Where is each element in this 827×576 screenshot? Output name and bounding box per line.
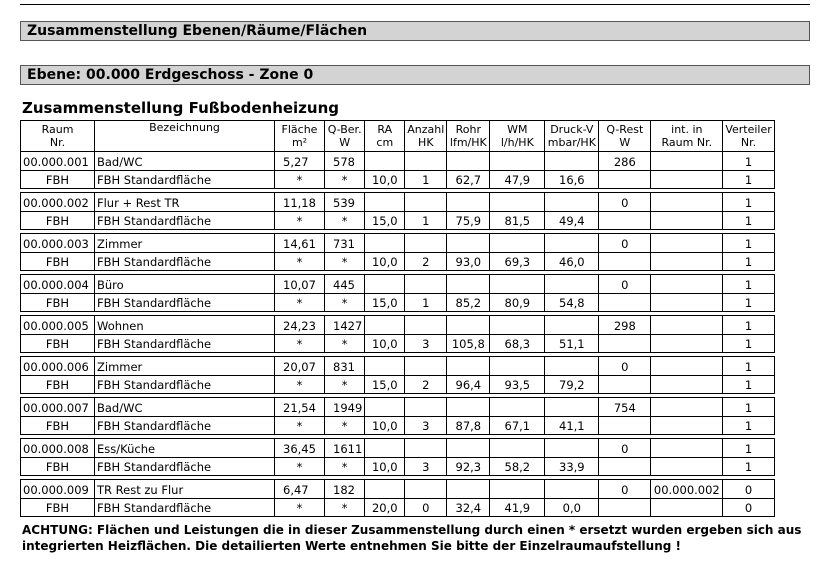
table-cell — [405, 234, 447, 253]
table-cell: Ess/Küche — [95, 439, 275, 458]
table-cell: Flur + Rest TR — [95, 193, 275, 212]
table-cell: 16,6 — [545, 170, 599, 189]
column-header-unit: m² — [291, 136, 308, 149]
table-cell — [599, 375, 651, 394]
table-cell — [447, 316, 490, 335]
column-header-unit: Nr. — [49, 136, 66, 149]
room-row — [21, 193, 775, 212]
table-cell — [365, 316, 405, 335]
table-cell: 00.000.006 — [21, 357, 95, 376]
table-cell — [651, 316, 723, 335]
table-cell — [545, 357, 599, 376]
table-cell: 00.000.008 — [21, 439, 95, 458]
table-cell — [651, 439, 723, 458]
table-cell: 41,1 — [545, 416, 599, 435]
fbh-row — [21, 170, 775, 189]
table-cell: 81,5 — [490, 211, 545, 230]
column-header-label: Raum — [41, 123, 74, 136]
column-header-label: Druck-V — [550, 123, 594, 136]
table-cell: * — [275, 293, 325, 312]
table-cell — [651, 498, 723, 517]
table-cell: 298 — [599, 316, 651, 335]
table-cell — [545, 439, 599, 458]
column-header-unit: Nr. — [740, 136, 757, 149]
table-cell: 1 — [405, 293, 447, 312]
column-header-unit: W — [339, 136, 351, 149]
fbh-row — [21, 375, 775, 394]
table-cell: FBH Standardfläche — [95, 293, 275, 312]
table-cell — [599, 170, 651, 189]
table-cell — [545, 480, 599, 499]
table-cell: 1 — [723, 275, 774, 294]
table-cell: 0 — [599, 234, 651, 253]
table-cell: * — [275, 498, 325, 517]
table-cell: 1427 — [325, 316, 365, 335]
column-header-label: Anzahl — [407, 123, 445, 136]
table-cell — [490, 439, 545, 458]
table-cell: * — [275, 334, 325, 353]
column-header-unit: l/h/HK — [500, 136, 534, 149]
column-header — [651, 121, 723, 152]
table-cell — [365, 357, 405, 376]
table-cell: Wohnen — [95, 316, 275, 335]
table-cell: 1 — [405, 170, 447, 189]
table-cell: * — [275, 457, 325, 476]
table-cell — [651, 357, 723, 376]
table-cell: 539 — [325, 193, 365, 212]
table-cell — [545, 316, 599, 335]
table-cell: 1611 — [325, 439, 365, 458]
column-header-label: Q-Rest — [606, 123, 644, 136]
room-row — [21, 439, 775, 458]
fbh-row — [21, 252, 775, 271]
table-cell — [651, 152, 723, 171]
column-header-label: Rohr — [455, 123, 482, 136]
table-cell: 14,61 — [275, 234, 325, 253]
table-cell — [599, 293, 651, 312]
table-cell: * — [325, 498, 365, 517]
table-cell: 41,9 — [490, 498, 545, 517]
table-cell: Bad/WC — [95, 152, 275, 171]
table-cell: 80,9 — [490, 293, 545, 312]
header-row — [21, 121, 775, 152]
table-cell: 00.000.009 — [21, 480, 95, 499]
table-cell — [405, 398, 447, 417]
table-cell: FBH Standardfläche — [95, 211, 275, 230]
table-cell: 10,0 — [365, 334, 405, 353]
table-cell: 49,4 — [545, 211, 599, 230]
table-cell — [545, 193, 599, 212]
table-cell: 15,0 — [365, 293, 405, 312]
table-cell: 105,8 — [447, 334, 490, 353]
table-cell — [490, 480, 545, 499]
table-cell: 10,0 — [365, 416, 405, 435]
table-cell: 0 — [723, 480, 774, 499]
table-cell: 3 — [405, 457, 447, 476]
table-cell: 1 — [723, 398, 774, 417]
table-cell: FBH — [21, 293, 95, 312]
column-header — [545, 121, 599, 152]
fbh-row — [21, 457, 775, 476]
column-header-unit: mbar/HK — [547, 136, 596, 149]
table-cell: * — [325, 211, 365, 230]
table-cell — [365, 398, 405, 417]
table-cell — [490, 152, 545, 171]
table-cell: FBH — [21, 211, 95, 230]
table-cell: 15,0 — [365, 211, 405, 230]
table-cell — [545, 398, 599, 417]
table-cell: 85,2 — [447, 293, 490, 312]
table-cell: 0 — [405, 498, 447, 517]
table-cell: 62,7 — [447, 170, 490, 189]
floor-heating-table — [20, 120, 775, 517]
column-header-label: WM — [507, 123, 528, 136]
table-cell: * — [325, 252, 365, 271]
table-cell: 1 — [723, 316, 774, 335]
column-header — [365, 121, 405, 152]
table-cell: FBH — [21, 416, 95, 435]
column-header-unit: W — [619, 136, 631, 149]
table-cell: Zimmer — [95, 234, 275, 253]
table-cell: 11,18 — [275, 193, 325, 212]
table-cell: FBH Standardfläche — [95, 375, 275, 394]
table-cell: 182 — [325, 480, 365, 499]
column-header-label: int. in — [671, 123, 703, 136]
table-cell — [490, 398, 545, 417]
column-header-label: Q-Ber. — [327, 123, 362, 136]
table-cell: * — [275, 375, 325, 394]
table-cell: 1 — [723, 170, 774, 189]
table-cell — [365, 234, 405, 253]
table-cell — [490, 316, 545, 335]
level-title: Ebene: 00.000 Erdgeschoss - Zone 0 — [20, 65, 810, 85]
table-cell — [651, 375, 723, 394]
table-cell: 00.000.002 — [21, 193, 95, 212]
table-cell: 69,3 — [490, 252, 545, 271]
column-header-label: RA — [377, 123, 393, 136]
table-cell: FBH — [21, 457, 95, 476]
table-cell — [447, 275, 490, 294]
table-cell: FBH Standardfläche — [95, 498, 275, 517]
table-cell — [405, 152, 447, 171]
table-cell: 47,9 — [490, 170, 545, 189]
warning-line-2: integrierten Heizflächen. Die detailierten Werte entnehmen Sie bitte der Einzelraumaufstellung ! — [22, 539, 681, 553]
table-cell: FBH Standardfläche — [95, 334, 275, 353]
table-cell: 0,0 — [545, 498, 599, 517]
table-cell — [651, 252, 723, 271]
table-cell: FBH — [21, 334, 95, 353]
table-cell: 93,5 — [490, 375, 545, 394]
room-row — [21, 234, 775, 253]
table-cell: 731 — [325, 234, 365, 253]
table-cell — [405, 480, 447, 499]
table-cell: 00.000.001 — [21, 152, 95, 171]
table-cell: 2 — [405, 252, 447, 271]
table-cell — [405, 439, 447, 458]
table-cell: * — [275, 252, 325, 271]
table-cell — [405, 193, 447, 212]
table-cell — [405, 357, 447, 376]
table-cell — [599, 252, 651, 271]
table-cell: 1 — [723, 375, 774, 394]
table-cell: 1 — [723, 193, 774, 212]
table-cell: 1 — [723, 416, 774, 435]
table-cell: Bad/WC — [95, 398, 275, 417]
table-cell: 46,0 — [545, 252, 599, 271]
table-cell: 58,2 — [490, 457, 545, 476]
table-cell: * — [275, 211, 325, 230]
table-cell: * — [275, 170, 325, 189]
table-cell — [651, 193, 723, 212]
table-cell: FBH Standardfläche — [95, 416, 275, 435]
table-cell: 3 — [405, 334, 447, 353]
column-header — [447, 121, 490, 152]
table-cell — [447, 152, 490, 171]
table-cell: FBH Standardfläche — [95, 457, 275, 476]
table-cell: 445 — [325, 275, 365, 294]
table-cell — [365, 275, 405, 294]
table-cell: 51,1 — [545, 334, 599, 353]
table-cell — [447, 398, 490, 417]
table-cell — [545, 275, 599, 294]
table-cell: 2 — [405, 375, 447, 394]
table-cell: 1 — [723, 357, 774, 376]
table-cell: 00.000.004 — [21, 275, 95, 294]
table-cell: * — [325, 416, 365, 435]
column-header — [21, 121, 95, 152]
warning-line-1: ACHTUNG: Flächen und Leistungen die in dieser Zusammenstellung durch einen * ersetzt wurden ergeben sich aus — [22, 523, 802, 537]
top-rule — [20, 4, 810, 5]
table-cell — [599, 457, 651, 476]
table-cell: 0 — [723, 498, 774, 517]
table-cell: * — [325, 293, 365, 312]
table-cell — [490, 275, 545, 294]
table-cell — [599, 498, 651, 517]
table-cell: 00.000.005 — [21, 316, 95, 335]
table-cell — [651, 398, 723, 417]
table-cell: Zimmer — [95, 357, 275, 376]
table-cell — [365, 152, 405, 171]
room-row — [21, 152, 775, 171]
report-title: Zusammenstellung Ebenen/Räume/Flächen — [20, 21, 810, 41]
table-cell: 0 — [599, 357, 651, 376]
table-cell: 10,0 — [365, 457, 405, 476]
column-header-unit: lfm/HK — [449, 136, 487, 149]
table-cell: 67,1 — [490, 416, 545, 435]
section-title: Zusammenstellung Fußbodenheizung — [22, 99, 340, 117]
column-header-unit: HK — [418, 136, 434, 149]
table-cell — [545, 152, 599, 171]
column-header-label: Bezeichnung — [149, 121, 220, 134]
table-cell: 36,45 — [275, 439, 325, 458]
table-cell: 79,2 — [545, 375, 599, 394]
room-row — [21, 398, 775, 417]
table-cell: * — [325, 334, 365, 353]
table-cell: 1 — [723, 252, 774, 271]
table-cell — [599, 334, 651, 353]
table-cell: 0 — [599, 480, 651, 499]
room-row — [21, 480, 775, 499]
table-cell: 1 — [723, 152, 774, 171]
table-cell: 3 — [405, 416, 447, 435]
table-cell — [447, 480, 490, 499]
table-cell — [490, 234, 545, 253]
table-cell: 33,9 — [545, 457, 599, 476]
room-row — [21, 316, 775, 335]
table-cell: 1 — [723, 211, 774, 230]
table-cell: 1 — [723, 234, 774, 253]
table-header — [21, 121, 775, 152]
table-cell — [365, 193, 405, 212]
table-cell — [405, 275, 447, 294]
fbh-row — [21, 498, 775, 517]
table-cell: 68,3 — [490, 334, 545, 353]
table-cell: 92,3 — [447, 457, 490, 476]
room-row — [21, 275, 775, 294]
table-cell: 754 — [599, 398, 651, 417]
table-cell: 21,54 — [275, 398, 325, 417]
table-cell: * — [325, 457, 365, 476]
table-cell: 93,0 — [447, 252, 490, 271]
table-cell: FBH — [21, 252, 95, 271]
column-header-unit: Raum Nr. — [661, 136, 713, 149]
column-header — [405, 121, 447, 152]
fbh-row — [21, 211, 775, 230]
column-header — [723, 121, 774, 152]
table-cell: FBH — [21, 498, 95, 517]
table-cell — [651, 293, 723, 312]
table-cell: 10,07 — [275, 275, 325, 294]
table-cell: 0 — [599, 193, 651, 212]
table-cell: 1 — [405, 211, 447, 230]
column-header — [275, 121, 325, 152]
table-cell: 578 — [325, 152, 365, 171]
table-cell: * — [325, 375, 365, 394]
column-header-unit: cm — [376, 136, 394, 149]
column-header-label: Verteiler — [725, 123, 772, 136]
column-header — [325, 121, 365, 152]
table-cell: 1 — [723, 293, 774, 312]
table-cell — [651, 457, 723, 476]
table-cell: TR Rest zu Flur — [95, 480, 275, 499]
table-cell: 20,0 — [365, 498, 405, 517]
table-cell: 75,9 — [447, 211, 490, 230]
table-cell: 831 — [325, 357, 365, 376]
table-cell — [405, 316, 447, 335]
table-cell — [365, 439, 405, 458]
table-cell: 87,8 — [447, 416, 490, 435]
table-cell: 54,8 — [545, 293, 599, 312]
fbh-row — [21, 334, 775, 353]
table-cell — [651, 275, 723, 294]
table-cell: 1949 — [325, 398, 365, 417]
table-cell — [599, 211, 651, 230]
table-cell: 10,0 — [365, 252, 405, 271]
table-cell: 20,07 — [275, 357, 325, 376]
table-cell — [447, 193, 490, 212]
table-cell: 00.000.003 — [21, 234, 95, 253]
table-cell — [490, 193, 545, 212]
fbh-row — [21, 293, 775, 312]
warning-note — [22, 522, 812, 554]
table-cell: 0 — [599, 275, 651, 294]
table-cell — [447, 439, 490, 458]
table-cell: 32,4 — [447, 498, 490, 517]
table-cell: 286 — [599, 152, 651, 171]
table-cell: 0 — [599, 439, 651, 458]
table-cell: FBH Standardfläche — [95, 252, 275, 271]
table-cell — [651, 416, 723, 435]
table-cell — [490, 357, 545, 376]
table-cell: 15,0 — [365, 375, 405, 394]
table-cell: 1 — [723, 457, 774, 476]
table-cell: 24,23 — [275, 316, 325, 335]
table-cell: 1 — [723, 439, 774, 458]
table-cell — [447, 357, 490, 376]
table-cell: 00.000.007 — [21, 398, 95, 417]
table-cell — [651, 170, 723, 189]
table-cell: * — [325, 170, 365, 189]
table-cell: FBH — [21, 170, 95, 189]
fbh-row — [21, 416, 775, 435]
column-header — [95, 121, 275, 152]
table-cell: * — [275, 416, 325, 435]
table-cell: 10,0 — [365, 170, 405, 189]
table-cell: 6,47 — [275, 480, 325, 499]
table-cell: Büro — [95, 275, 275, 294]
column-header — [490, 121, 545, 152]
column-header-label: Fläche — [281, 123, 318, 136]
table-cell: 5,27 — [275, 152, 325, 171]
table-cell: FBH Standardfläche — [95, 170, 275, 189]
table-cell — [447, 234, 490, 253]
table-cell — [651, 234, 723, 253]
table-cell: FBH — [21, 375, 95, 394]
table-cell — [365, 480, 405, 499]
table-cell: 96,4 — [447, 375, 490, 394]
table-cell — [651, 211, 723, 230]
table-body — [21, 152, 775, 517]
table-cell — [545, 234, 599, 253]
table-cell — [599, 416, 651, 435]
table-cell — [651, 334, 723, 353]
column-header — [599, 121, 651, 152]
room-row — [21, 357, 775, 376]
table-cell: 1 — [723, 334, 774, 353]
table-cell: 00.000.002 — [651, 480, 723, 499]
